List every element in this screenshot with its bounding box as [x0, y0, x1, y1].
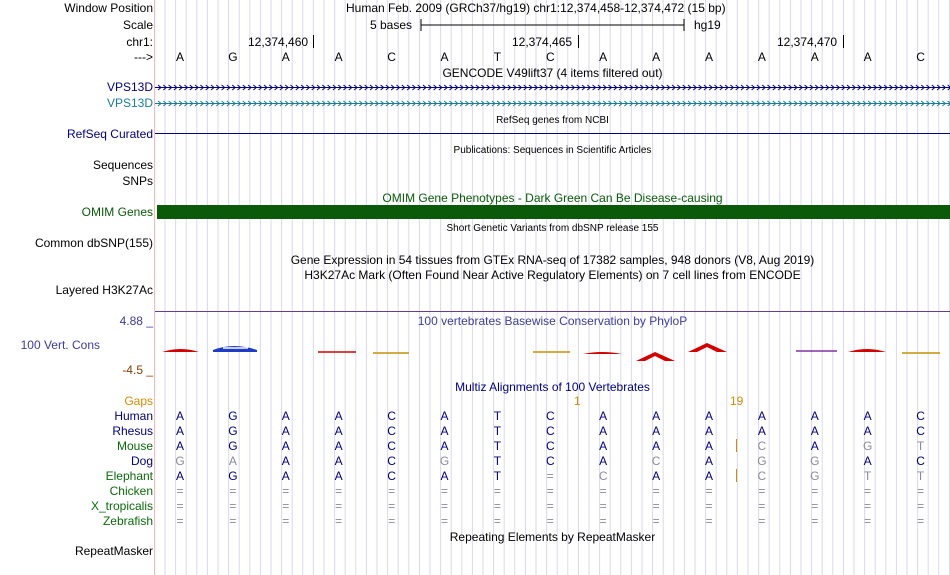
- alignment-base: =: [493, 484, 501, 498]
- reference-base: C: [916, 50, 925, 64]
- alignment-base: T: [493, 469, 502, 483]
- alignment-base: A: [599, 454, 608, 468]
- vps13d-label-1[interactable]: VPS13D: [106, 80, 153, 94]
- alignment-base: =: [811, 499, 819, 513]
- alignment-base: C: [916, 424, 925, 438]
- alignment-base: =: [440, 484, 448, 498]
- alignment-base: C: [545, 454, 555, 468]
- alignment-base: C: [916, 454, 925, 468]
- reference-base: T: [493, 50, 502, 64]
- alignment-base: =: [388, 514, 396, 528]
- alignment-base: =: [811, 484, 819, 498]
- alignment-base: =: [388, 499, 396, 513]
- alignment-base: A: [281, 454, 290, 468]
- species-label[interactable]: Rhesus: [112, 424, 153, 438]
- refseq-track-title: RefSeq genes from NCBI: [496, 115, 609, 126]
- species-label[interactable]: Chicken: [109, 484, 153, 498]
- sequences-label[interactable]: Sequences: [92, 158, 153, 172]
- alignment-base: =: [864, 499, 872, 513]
- alignment-base: A: [440, 424, 449, 438]
- alignment-base: A: [281, 409, 290, 423]
- gaps-label: Gaps: [124, 394, 153, 408]
- alignment-base: A: [334, 454, 343, 468]
- alignment-base: =: [599, 499, 607, 513]
- alignment-base: A: [863, 409, 872, 423]
- alignment-base: G: [228, 469, 238, 483]
- alignment-base: A: [599, 439, 608, 453]
- alignment-base: A: [863, 424, 872, 438]
- reference-base: A: [810, 50, 819, 64]
- reference-base: A: [652, 50, 661, 64]
- alignment-base: G: [439, 454, 450, 468]
- strand-arrow-label: --->: [134, 50, 153, 64]
- reference-base: A: [440, 50, 449, 64]
- alignment-base: C: [916, 409, 925, 423]
- alignment-base: =: [546, 469, 554, 483]
- alignment-base: C: [757, 439, 767, 453]
- scale-value: 5 bases: [370, 18, 413, 32]
- alignment-base: A: [334, 439, 343, 453]
- alignment-base: C: [545, 439, 555, 453]
- alignment-base: G: [757, 454, 767, 468]
- species-label[interactable]: Human: [114, 409, 153, 423]
- alignment-base: A: [334, 409, 343, 423]
- alignment-base: A: [863, 454, 872, 468]
- alignment-base: A: [334, 424, 343, 438]
- alignment-base: =: [282, 484, 290, 498]
- alignment-base: T: [493, 454, 502, 468]
- alignment-base: A: [281, 439, 290, 453]
- alignment-base: =: [546, 499, 554, 513]
- alignment-base: =: [758, 514, 766, 528]
- alignment-base: A: [599, 424, 608, 438]
- scale-label: Scale: [122, 18, 153, 32]
- repeatmasker-track-title: Repeating Elements by RepeatMasker: [449, 530, 656, 544]
- reference-base: A: [704, 50, 713, 64]
- alignment-base: =: [599, 484, 607, 498]
- alignment-base: =: [176, 514, 184, 528]
- alignment-base: T: [493, 439, 502, 453]
- alignment-base: A: [704, 439, 713, 453]
- alignment-base: =: [705, 484, 713, 498]
- alignment-base: =: [493, 499, 501, 513]
- reference-base: C: [545, 50, 555, 64]
- alignment-base: =: [335, 484, 343, 498]
- ruler-tick-label-3: 12,374,470: [777, 35, 838, 49]
- reference-base: C: [387, 50, 396, 64]
- alignment-base: A: [704, 409, 713, 423]
- alignment-base: A: [652, 409, 661, 423]
- alignment-base: A: [810, 439, 819, 453]
- alignment-base: G: [228, 439, 238, 453]
- reference-base: A: [757, 50, 766, 64]
- vps13d-gene-line-2[interactable]: [155, 101, 950, 106]
- species-label[interactable]: Dog: [130, 454, 153, 468]
- phylop-max-value: 4.88 _: [119, 314, 153, 328]
- alignment-base: A: [704, 454, 713, 468]
- alignment-base: =: [546, 514, 554, 528]
- alignment-base: =: [652, 514, 660, 528]
- alignment-base: A: [440, 409, 449, 423]
- alignment-base: =: [176, 484, 184, 498]
- alignment-base: A: [281, 469, 290, 483]
- alignment-base: =: [440, 499, 448, 513]
- alignment-base: T: [864, 469, 872, 483]
- alignment-base: A: [175, 409, 184, 423]
- phylop-min-value: -4.5 _: [122, 363, 153, 377]
- alignment-base: =: [652, 499, 660, 513]
- alignment-base: C: [598, 469, 608, 483]
- alignment-base: T: [916, 439, 925, 453]
- alignment-base: C: [387, 469, 396, 483]
- alignment-base: =: [229, 484, 237, 498]
- alignment-base: =: [335, 499, 343, 513]
- reference-base: G: [228, 50, 238, 64]
- omim-gene-bar[interactable]: [157, 205, 950, 219]
- alignment-base: A: [440, 439, 449, 453]
- dbsnp-label[interactable]: Common dbSNP(155): [34, 236, 153, 250]
- phylop-track-title: 100 vertebrates Basewise Conservation by PhyloP: [417, 314, 688, 328]
- gtex-track-title: Gene Expression in 54 tissues from GTEx RNA-seq of 17382 samples, 948 donors (V8, Aug 2019): [290, 253, 815, 267]
- alignment-base: G: [175, 454, 185, 468]
- alignment-base: =: [917, 499, 925, 513]
- alignment-base: =: [229, 514, 237, 528]
- alignment-base: =: [705, 514, 713, 528]
- alignment-base: A: [228, 454, 237, 468]
- alignment-base: =: [758, 499, 766, 513]
- alignment-base: =: [388, 484, 396, 498]
- alignment-base: G: [810, 469, 820, 483]
- alignment-base: =: [599, 514, 607, 528]
- refseq-label[interactable]: RefSeq Curated: [66, 127, 153, 141]
- alignment-base: C: [757, 469, 767, 483]
- dbsnp-track-title: Short Genetic Variants from dbSNP release 155: [446, 223, 659, 234]
- species-label[interactable]: Mouse: [116, 439, 153, 453]
- alignment-base: A: [652, 439, 661, 453]
- species-label[interactable]: X_tropicalis: [90, 499, 153, 513]
- alignment-base: =: [282, 499, 290, 513]
- h3k27ac-label[interactable]: Layered H3K27Ac: [55, 283, 153, 297]
- alignment-base: =: [229, 499, 237, 513]
- ruler-tick-label-1: 12,374,460: [248, 35, 309, 49]
- alignment-base: C: [545, 409, 555, 423]
- alignment-base: A: [757, 409, 766, 423]
- alignment-base: A: [704, 424, 713, 438]
- alignment-base: C: [387, 454, 396, 468]
- alignment-base: =: [335, 514, 343, 528]
- phylop-plot[interactable]: [162, 343, 940, 361]
- alignment-base: A: [440, 469, 449, 483]
- vps13d-gene-line-1[interactable]: [155, 85, 950, 90]
- reference-base: A: [863, 50, 872, 64]
- alignment-base: A: [334, 469, 343, 483]
- alignment-base: T: [493, 424, 502, 438]
- alignment-base: A: [757, 424, 766, 438]
- alignment-base: G: [863, 439, 873, 453]
- species-label[interactable]: Zebrafish: [102, 514, 153, 528]
- omim-label[interactable]: OMIM Genes: [81, 205, 153, 219]
- ruler-tick-label-2: 12,374,465: [512, 35, 573, 49]
- alignment-base: T: [916, 469, 925, 483]
- alignment-base: C: [651, 454, 661, 468]
- omim-track-title: OMIM Gene Phenotypes - Dark Green Can Be Disease-causing: [382, 191, 723, 205]
- alignment-base: A: [810, 424, 819, 438]
- alignment-base: C: [545, 424, 555, 438]
- scale-db: hg19: [694, 18, 721, 32]
- reference-base: A: [334, 50, 343, 64]
- window-position-label: Window Position: [64, 1, 153, 15]
- alignment-base: =: [917, 484, 925, 498]
- alignment-base: G: [228, 424, 238, 438]
- gap-value-2: 19: [730, 394, 744, 408]
- scale-bar: [421, 19, 684, 31]
- alignment-base: =: [282, 514, 290, 528]
- alignment-base: =: [758, 484, 766, 498]
- alignment-base: A: [175, 439, 184, 453]
- phylop-label[interactable]: 100 Vert. Cons: [20, 338, 100, 352]
- alignment-base: A: [810, 409, 819, 423]
- reference-base: A: [175, 50, 184, 64]
- alignment-base: C: [387, 424, 396, 438]
- alignment-base: G: [228, 409, 238, 423]
- alignment-base: =: [546, 484, 554, 498]
- reference-base: A: [599, 50, 608, 64]
- alignment-base: =: [176, 499, 184, 513]
- alignment-base: A: [175, 424, 184, 438]
- alignment-base: A: [281, 424, 290, 438]
- vps13d-label-2[interactable]: VPS13D: [106, 96, 153, 110]
- alignment-base: G: [810, 454, 820, 468]
- alignment-base: A: [599, 409, 608, 423]
- alignment-base: =: [864, 484, 872, 498]
- alignment-base: C: [387, 409, 396, 423]
- species-label[interactable]: Elephant: [105, 469, 153, 483]
- multiz-track-title: Multiz Alignments of 100 Vertebrates: [455, 380, 650, 394]
- alignment-base: =: [864, 514, 872, 528]
- window-position-value: Human Feb. 2009 (GRCh37/hg19) chr1:12,374,458-12,374,472 (15 bp): [346, 1, 726, 15]
- alignment-base: =: [811, 514, 819, 528]
- alignment-base: A: [652, 424, 661, 438]
- gap-value-1: 1: [574, 394, 581, 408]
- h3k27ac-track-title: H3K27Ac Mark (Often Found Near Active Regulatory Elements) on 7 cell lines from ENCODE: [304, 268, 801, 282]
- alignment-base: =: [705, 499, 713, 513]
- alignment-base: =: [493, 514, 501, 528]
- repeatmasker-label[interactable]: RepeatMasker: [74, 544, 153, 558]
- publications-track-title: Publications: Sequences in Scientific Articles: [453, 145, 652, 156]
- alignment-base: A: [704, 469, 713, 483]
- chrom-label: chr1:: [126, 35, 153, 49]
- alignment-base: =: [440, 514, 448, 528]
- snps-label[interactable]: SNPs: [122, 174, 153, 188]
- reference-base: A: [281, 50, 290, 64]
- alignment-base: =: [652, 484, 660, 498]
- alignment-base: C: [387, 439, 396, 453]
- alignment-base: =: [917, 514, 925, 528]
- alignment-base: A: [652, 469, 661, 483]
- alignment-base: A: [175, 469, 184, 483]
- alignment-base: T: [493, 409, 502, 423]
- gencode-track-title: GENCODE V49lift37 (4 items filtered out): [442, 66, 663, 80]
